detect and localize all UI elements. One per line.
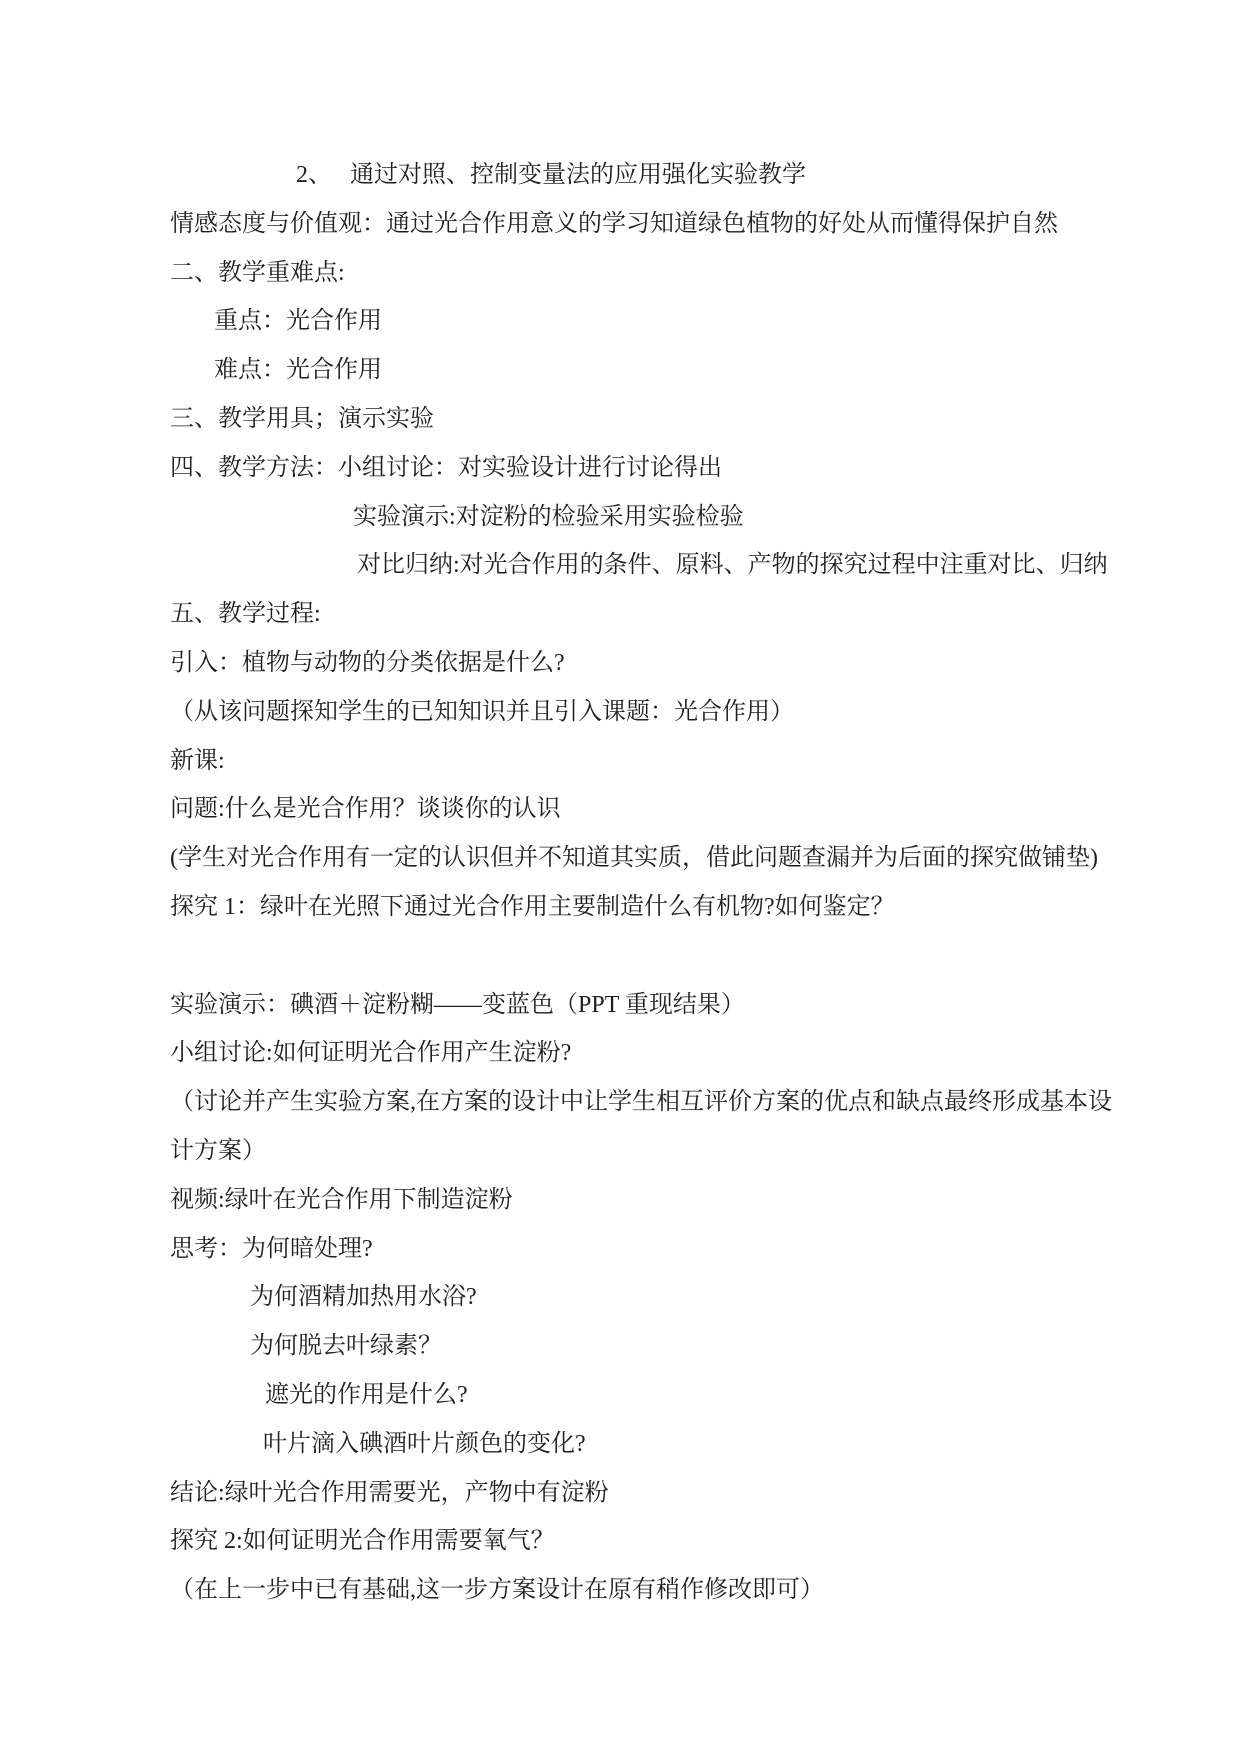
doc-line: 三、教学用具；演示实验: [170, 405, 434, 432]
doc-line: 小组讨论:如何证明光合作用产生淀粉?: [170, 1040, 572, 1067]
doc-line: （从该问题探知学生的已知知识并且引入课题：光合作用）: [170, 698, 794, 725]
doc-line: 结论:绿叶光合作用需要光，产物中有淀粉: [170, 1479, 609, 1506]
doc-line: 五、教学过程:: [170, 601, 321, 628]
doc-line: 引入：植物与动物的分类依据是什么?: [170, 649, 565, 676]
doc-line: 2、 通过对照、控制变量法的应用强化实验教学: [296, 162, 806, 188]
doc-line: 思考：为何暗处理?: [170, 1235, 373, 1262]
document-body: [170, 151, 1141, 1615]
doc-line: 计方案）: [170, 1137, 266, 1164]
doc-line: 实验演示：碘酒＋淀粉糊——变蓝色（PPT 重现结果）: [170, 991, 745, 1018]
doc-line: (学生对光合作用有一定的认识但并不知道其实质，借此问题查漏并为后面的探究做铺垫): [170, 845, 1098, 872]
doc-blank-line: [170, 932, 1141, 981]
doc-line: 问题:什么是光合作用？谈谈你的认识: [170, 796, 561, 823]
doc-line: 对比归纳:对光合作用的条件、原料、产物的探究过程中注重对比、归纳: [357, 552, 1108, 579]
doc-line: 视频:绿叶在光合作用下制造淀粉: [170, 1186, 513, 1213]
doc-line: （在上一步中已有基础,这一步方案设计在原有稍作修改即可）: [170, 1577, 824, 1604]
doc-line: 叶片滴入碘酒叶片颜色的变化?: [263, 1430, 586, 1457]
doc-line: （讨论并产生实验方案,在方案的设计中让学生相互评价方案的优点和缺点最终形成基本设: [170, 1089, 1112, 1116]
doc-line: 新课:: [170, 747, 225, 774]
doc-line: 探究 2:如何证明光合作用需要氧气？: [170, 1528, 555, 1555]
doc-line: 遮光的作用是什么?: [265, 1381, 468, 1408]
doc-line: 为何脱去叶绿素？: [250, 1333, 442, 1360]
doc-line: 情感态度与价值观：通过光合作用意义的学习知道绿色植物的好处从而懂得保护自然: [170, 210, 1058, 237]
doc-line: 四、教学方法：小组讨论：对实验设计进行讨论得出: [170, 454, 722, 481]
doc-line: 实验演示:对淀粉的检验采用实验检验: [353, 503, 744, 530]
doc-line: 探究 1：绿叶在光照下通过光合作用主要制造什么有机物?如何鉴定？: [170, 893, 895, 920]
doc-line: 为何酒精加热用水浴?: [250, 1284, 477, 1311]
doc-line: 重点：光合作用: [214, 308, 382, 335]
doc-line: 难点：光合作用: [214, 357, 382, 384]
doc-line: 二、教学重难点:: [170, 259, 345, 286]
